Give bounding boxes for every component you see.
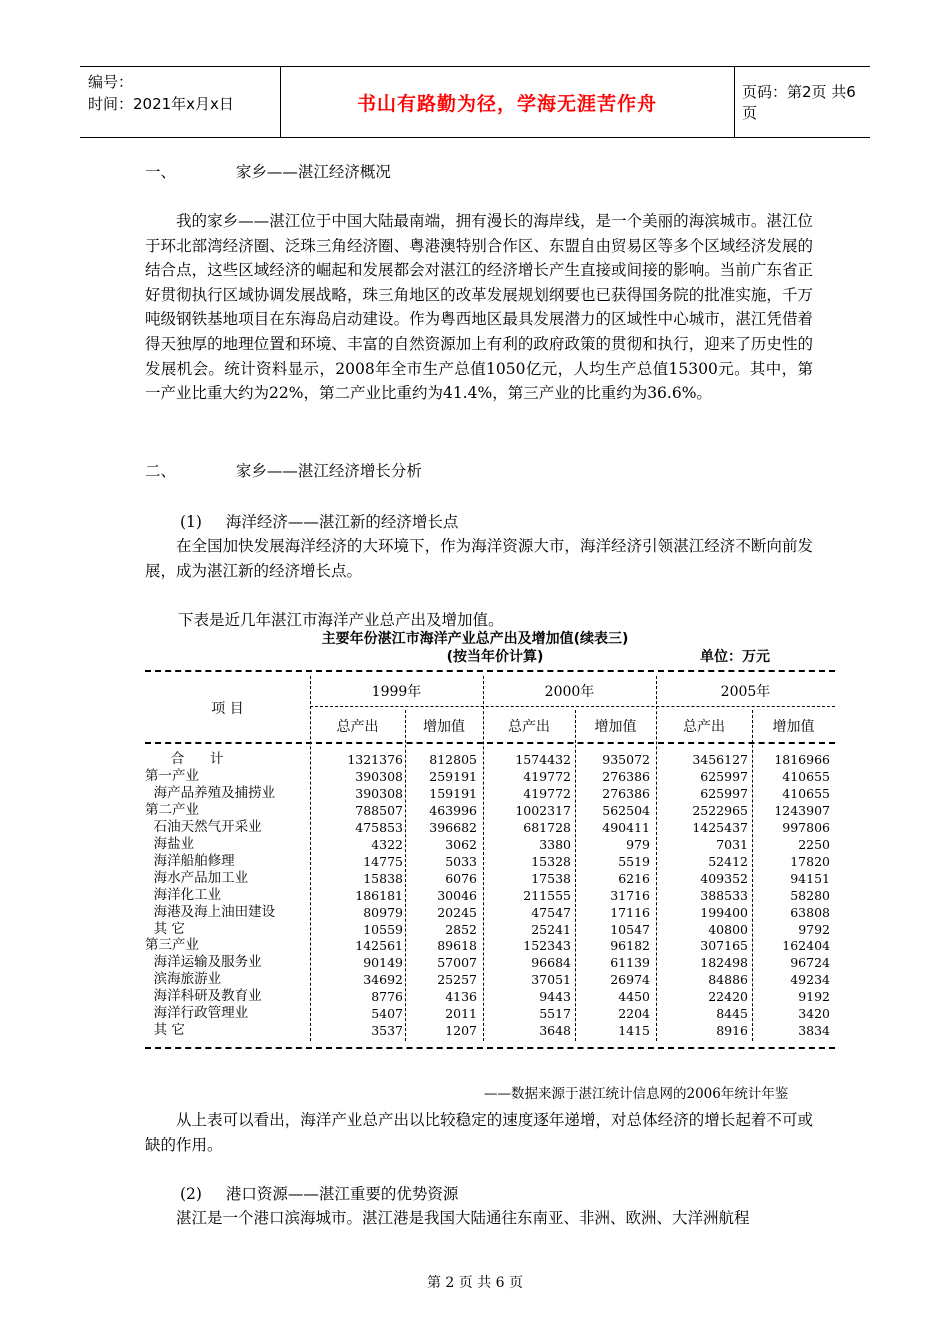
- subsection1-paragraph: 在全国加快发展海洋经济的大环境下，作为海洋资源大市，海洋经济引领湛江经济不断向前发展，成为湛江新的经济增长点。: [145, 537, 813, 580]
- table-cell: 490411: [602, 819, 650, 835]
- table-subtitle: (按当年价计算): [446, 649, 544, 665]
- table-cell: 80979: [363, 904, 403, 920]
- item-header: 项 目: [211, 701, 244, 717]
- table-cell: 812805: [429, 752, 477, 767]
- table-cell: 94151: [790, 870, 830, 886]
- table-cell: 562504: [602, 802, 650, 818]
- table-cell: 6216: [618, 870, 650, 886]
- year-header: 1999年: [371, 684, 422, 700]
- table-cell: 9792: [798, 921, 830, 937]
- table-cell: 390308: [355, 785, 403, 801]
- table-cell: 1002317: [515, 802, 571, 818]
- table-cell: 788507: [355, 802, 403, 818]
- subsection2-num: (2): [180, 1185, 202, 1203]
- table-cell: 997806: [782, 819, 830, 835]
- table-cell: 2852: [445, 921, 477, 937]
- table-cell: 8776: [371, 989, 403, 1005]
- table-cell: 96684: [531, 955, 571, 971]
- table-unit: 单位：万元: [700, 649, 770, 665]
- table-row-label: 海盐业: [145, 835, 195, 852]
- table-row-label: 第二产业: [145, 801, 199, 818]
- table-cell: 37051: [531, 972, 571, 988]
- table-cell: 142561: [355, 938, 403, 954]
- col-header: 增加值: [594, 719, 637, 735]
- table-cell: 625997: [700, 768, 748, 784]
- table-cell: 3648: [539, 1023, 571, 1039]
- subsection2-text: 港口资源——湛江重要的优势资源: [225, 1185, 459, 1203]
- table-cell: 8916: [716, 1023, 748, 1039]
- table-cell: 61139: [610, 955, 650, 971]
- table-cell: 15328: [531, 853, 571, 869]
- table-cell: 259191: [429, 768, 477, 784]
- table-cell: 388533: [700, 887, 748, 903]
- table-cell: 57007: [437, 955, 477, 971]
- table-cell: 17116: [610, 904, 650, 920]
- table-cell: 90149: [363, 955, 403, 971]
- table-row-label: 海产品养殖及捕捞业: [145, 784, 276, 801]
- col-header: 增加值: [423, 719, 465, 735]
- table-cell: 4136: [445, 989, 477, 1005]
- header-meta: [88, 71, 278, 115]
- table-row-label: 石油天然气开采业: [145, 818, 262, 835]
- table-row-label: 海水产品加工业: [145, 869, 249, 886]
- subsection2-heading: [180, 1182, 458, 1206]
- table-cell: 25257: [437, 972, 477, 988]
- table-cell: 22420: [708, 989, 748, 1005]
- table-cell: 14775: [363, 853, 403, 869]
- table-cell: 463996: [429, 802, 477, 818]
- table-cell: 20245: [437, 904, 477, 920]
- table-cell: 182498: [700, 955, 748, 971]
- table-cell: 152343: [523, 938, 571, 954]
- table-cell: 4450: [618, 989, 650, 1005]
- time-label: 时间：2021年x月x日: [88, 95, 234, 113]
- section2-heading: [145, 459, 422, 483]
- table-cell: 63808: [790, 904, 830, 920]
- header-divider: [734, 67, 735, 137]
- table-cell: 47547: [531, 904, 571, 920]
- section2-heading-text: 家乡——湛江经济增长分析: [235, 462, 422, 480]
- table-cell: 410655: [782, 785, 830, 801]
- header-motto: 书山有路勤为径，学海无涯苦作舟: [356, 92, 657, 115]
- table-cell: 409352: [700, 870, 748, 886]
- table-cell: 2204: [618, 1006, 650, 1022]
- table-cell: 84886: [708, 972, 748, 988]
- col-header: 增加值: [772, 719, 815, 735]
- table-cell: 49234: [790, 972, 830, 988]
- table-cell: 15838: [363, 870, 403, 886]
- table-cell: 3456127: [692, 752, 748, 767]
- year-header: 2005年: [720, 684, 771, 700]
- table-cell: 34692: [363, 972, 403, 988]
- table-cell: 26974: [610, 972, 650, 988]
- table-top-rule: [145, 670, 835, 672]
- table-row-label: 海洋科研及教育业: [145, 988, 262, 1005]
- table-cell: 3537: [371, 1023, 403, 1039]
- table-row-label: 海港及海上油田建设: [145, 903, 276, 920]
- section1-paragraph: 我的家乡——湛江位于中国大陆最南端，拥有漫长的海岸线，是一个美丽的海滨城市。湛江位于环北部湾经济圈、泛珠三角经济圈、粤港澳特别合作区、东盟自由贸易区等多个区域经济发展的结合点，这些区域经济的崛起和发展都会对湛江的经济增长产生直接或间接的影响。当前广东省正好贯彻执行区域协调发展战略，珠三角地区的改革发展规划纲要也已获得国务院的批准实施，千万吨级钢铁基地项目在东海岛启动建设。作为粤西地区最具发展潜力的区域性中心城市，湛江凭借着得天独厚的地理位置和环境、丰富的自然资源加上有利的政府政策的贯彻和执行，迎来了历史性的发展机会。统计资料显示，2008年全市生产总值1050亿元，人均生产总值15300元。其中，第一产业比重大约为22%，第二产业比重约为41.4%，第三产业的比重约为36.6%。: [145, 212, 813, 403]
- table-cell: 2011: [445, 1006, 477, 1022]
- table-cell: 1425437: [692, 819, 748, 835]
- table-cell: 31716: [610, 887, 650, 903]
- table-title: 主要年份湛江市海洋产业总产出及增加值(续表三): [321, 631, 629, 647]
- table-cell: 30046: [437, 887, 477, 903]
- table-cell: 10559: [363, 921, 403, 937]
- table-cell: 3420: [798, 1006, 830, 1022]
- table-cell: 162404: [782, 938, 830, 954]
- section1-heading: [145, 160, 391, 184]
- page-footer: 第 2 页 共 6 页: [426, 1275, 524, 1291]
- table-cell: 199400: [700, 904, 748, 920]
- section1-heading-num: 一、: [145, 163, 177, 181]
- table-cell: 935072: [602, 752, 650, 767]
- table-cell: 5517: [539, 1006, 571, 1022]
- table-cell: 276386: [602, 768, 650, 784]
- table-cell: 681728: [523, 819, 571, 835]
- table-cell: 419772: [523, 768, 571, 784]
- table-cell: 5407: [371, 1006, 403, 1022]
- table-cell: 276386: [602, 785, 650, 801]
- table-row-label: 合 计: [145, 751, 224, 767]
- table-cell: 1415: [618, 1023, 650, 1039]
- table-cell: 1243907: [774, 802, 830, 818]
- table-cell: 2522965: [692, 802, 748, 818]
- table-cell: 9443: [539, 989, 571, 1005]
- table-cell: 8445: [716, 1006, 748, 1022]
- section1-heading-text: 家乡——湛江经济概况: [235, 163, 391, 181]
- table-cell: 52412: [708, 853, 748, 869]
- table-cell: 1574432: [515, 752, 571, 767]
- after-table-paragraph: 从上表可以看出，海洋产业总产出以比较稳定的速度逐年递增，对总体经济的增长起着不可或缺的作用。: [145, 1111, 813, 1154]
- table-cell: 96724: [790, 955, 830, 971]
- table-row-label: 海洋运输及服务业: [145, 954, 262, 971]
- section2-heading-num: 二、: [145, 462, 177, 480]
- table-row-label: 海洋行政管理业: [145, 1005, 249, 1022]
- table-row-label: 第一产业: [145, 767, 199, 784]
- table-cell: 9192: [798, 989, 830, 1005]
- table-cell: 3380: [539, 836, 571, 852]
- table-cell: 25241: [531, 921, 571, 937]
- table-cell: 159191: [429, 785, 477, 801]
- col-header: 总产出: [508, 719, 550, 735]
- table-cell: 96182: [610, 938, 650, 954]
- subsection1-num: (1): [180, 513, 202, 531]
- table-row-label: 海洋化工业: [145, 886, 222, 903]
- table-cell: 10547: [610, 921, 650, 937]
- page-label: 页码：第2页 共6页: [742, 83, 856, 122]
- page-header: [80, 66, 870, 138]
- table-cell: 419772: [523, 785, 571, 801]
- table-cell: 4322: [371, 836, 403, 852]
- year-divider: [310, 706, 835, 707]
- table-row-label: 其 它: [145, 920, 185, 937]
- table-cell: 6076: [445, 870, 477, 886]
- table-cell: 7031: [716, 836, 748, 852]
- subsection2-paragraph: 湛江是一个港口滨海城市。湛江港是我国大陆通往东南亚、非洲、欧洲、大洋洲航程: [176, 1209, 750, 1227]
- table-row-label: 其 它: [145, 1022, 185, 1039]
- subsection1-heading: [180, 510, 458, 534]
- table-row-label: 滨海旅游业: [145, 971, 222, 988]
- table-cell: 396682: [429, 819, 477, 835]
- table-cell: 3834: [798, 1023, 830, 1039]
- table-row-label: 海洋船舶修理: [145, 852, 235, 869]
- table-cell: 1321376: [347, 752, 403, 767]
- table-source: ——数据来源于湛江统计信息网的2006年统计年鉴: [484, 1086, 789, 1102]
- table-bottom-rule: [145, 1047, 835, 1049]
- table-cell: 17820: [790, 853, 830, 869]
- table-cell: 5519: [618, 853, 650, 869]
- subsection1-text: 海洋经济——湛江新的经济增长点: [225, 513, 459, 531]
- table-cell: 58280: [790, 887, 830, 903]
- table-cell: 1207: [445, 1023, 477, 1039]
- table-cell: 40800: [708, 921, 748, 937]
- table-cell: 475853: [355, 819, 403, 835]
- year-header: 2000年: [544, 684, 595, 700]
- table-row-label: 第三产业: [145, 937, 199, 954]
- table-cell: 2250: [798, 836, 830, 852]
- table-cell: 979: [626, 836, 650, 852]
- table-cell: 1816966: [774, 752, 830, 767]
- table-cell: 17538: [531, 870, 571, 886]
- table-cell: 307165: [700, 938, 748, 954]
- number-label: 编号：: [88, 73, 134, 91]
- table-header-rule: [145, 742, 835, 744]
- table-cell: 211555: [523, 887, 571, 903]
- table-cell: 410655: [782, 768, 830, 784]
- table-cell: 186181: [355, 887, 403, 903]
- col-header: 总产出: [683, 719, 725, 735]
- table-cell: 3062: [445, 836, 477, 852]
- table-cell: 89618: [437, 938, 477, 954]
- col-header: 总产出: [336, 719, 379, 735]
- table-cell: 5033: [445, 853, 477, 869]
- table-cell: 625997: [700, 785, 748, 801]
- table-intro: 下表是近几年湛江市海洋产业总产出及增加值。: [178, 611, 504, 629]
- table-cell: 390308: [355, 768, 403, 784]
